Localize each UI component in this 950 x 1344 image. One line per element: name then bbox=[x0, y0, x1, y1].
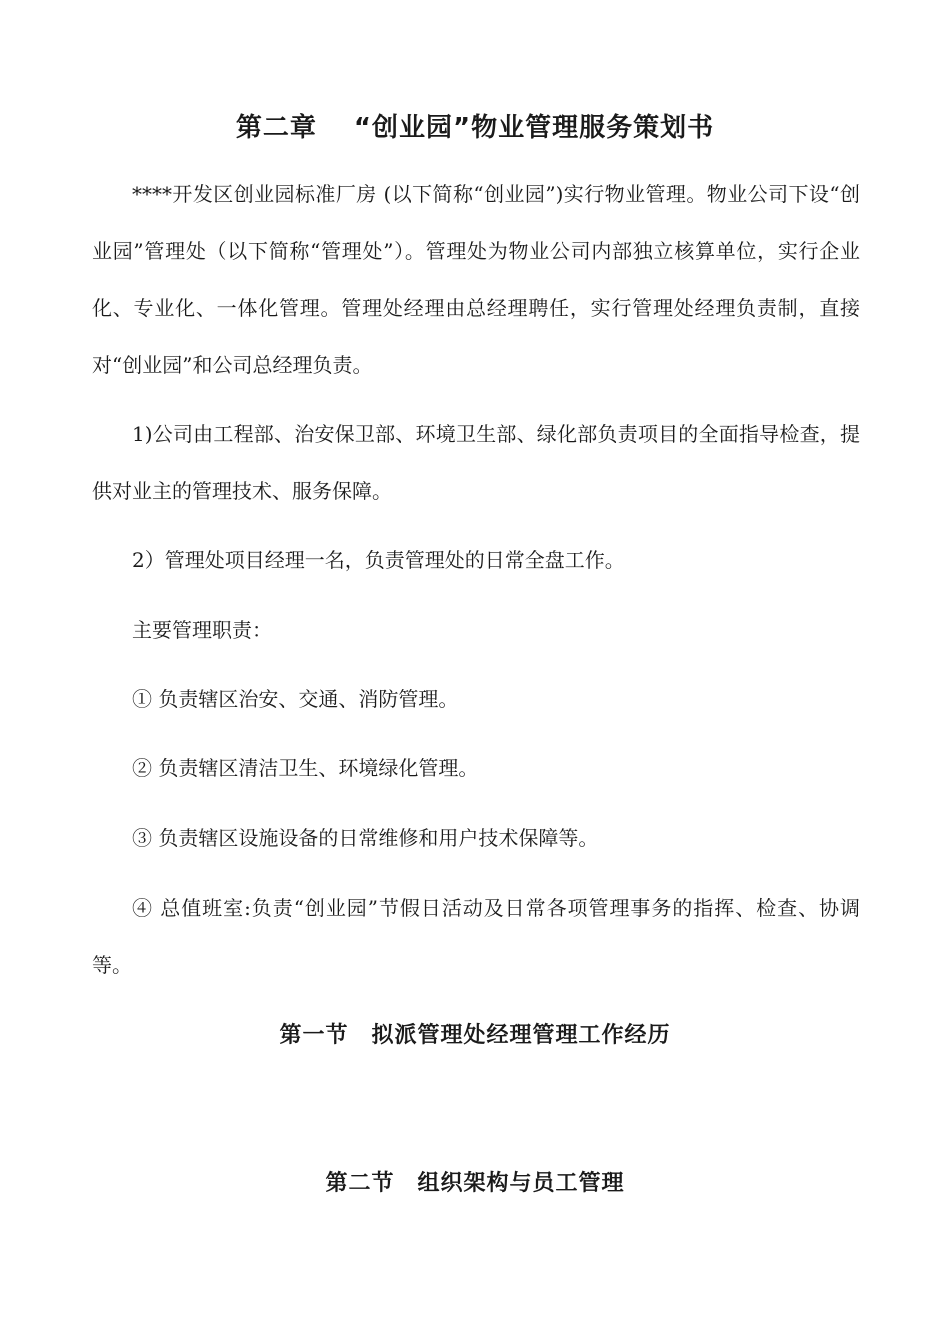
duty-item-4: ④ 总值班室:负责“创业园”节假日活动及日常各项管理事务的指挥、检查、协调等。 bbox=[92, 896, 860, 977]
project-manager-paragraph: 2）管理处项目经理一名，负责管理处的日常全盘工作。 bbox=[132, 548, 625, 572]
chapter-title: 第二章 “创业园”物业管理服务策划书 bbox=[235, 113, 715, 143]
company-departments-paragraph: 1)公司由工程部、治安保卫部、环境卫生部、绿化部负责项目的全面指导检查，提供对业主的管理技术、服务保障。 bbox=[92, 422, 860, 503]
section-title-1: 第一节 拟派管理处经理管理工作经历 bbox=[279, 1023, 671, 1048]
duty-item-2: ② 负责辖区清洁卫生、环境绿化管理。 bbox=[132, 756, 479, 780]
section-title-2: 第二节 组织架构与员工管理 bbox=[325, 1171, 625, 1196]
duty-item-1: ① 负责辖区治安、交通、消防管理。 bbox=[132, 687, 459, 711]
duty-item-3: ③ 负责辖区设施设备的日常维修和用户技术保障等。 bbox=[132, 826, 599, 850]
duties-heading: 主要管理职责： bbox=[132, 618, 272, 642]
intro-paragraph: ****开发区创业园标准厂房 (以下简称“创业园”)实行物业管理。物业公司下设“创业园”管理处（以下简称“管理处”）。管理处为物业公司内部独立核算单位，实行企业化、专业化、一体化管理。管理处经理由总经理聘任，实行管理处经理负责制，直接对“创业园”和公司总经理负责。 bbox=[92, 182, 860, 377]
